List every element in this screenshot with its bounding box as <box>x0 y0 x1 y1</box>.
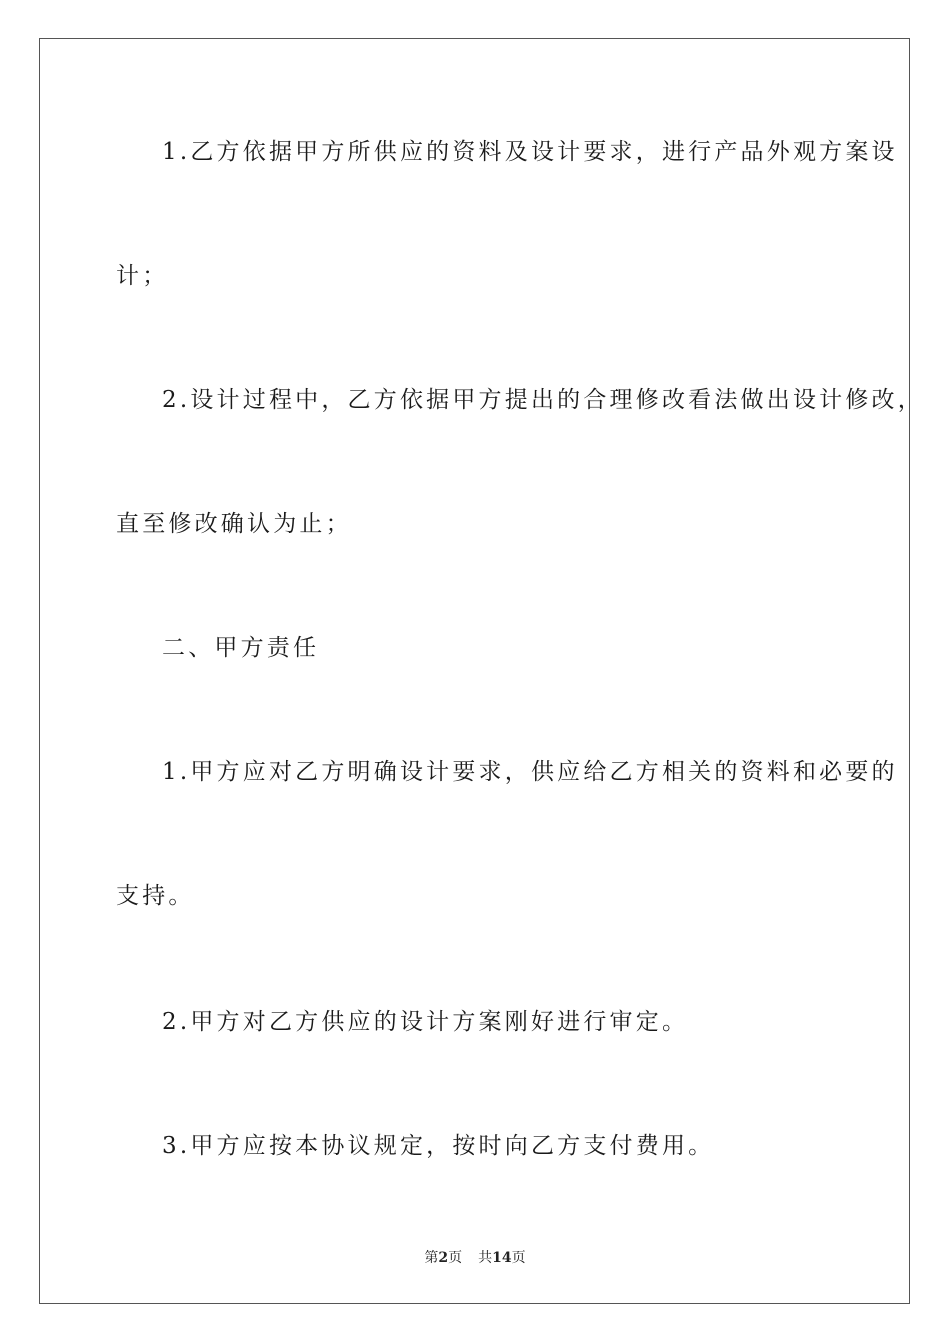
footer-page-prefix: 第 <box>424 1250 439 1266</box>
paragraph-line: 1.甲方应对乙方明确设计要求，供应给乙方相关的资料和必要的 <box>162 759 898 785</box>
paragraph-line: 支持。 <box>116 883 195 909</box>
footer-page-suffix: 页 <box>448 1250 463 1266</box>
footer-total-prefix: 共 <box>478 1250 493 1266</box>
section-heading: 二、甲方责任 <box>162 635 320 661</box>
paragraph-line: 2.设计过程中，乙方依据甲方提出的合理修改看法做出设计修改， <box>162 387 924 413</box>
footer-total-pages: 14 <box>492 1250 512 1266</box>
paragraph-line: 2.甲方对乙方供应的设计方案刚好进行审定。 <box>162 1009 689 1035</box>
page-footer <box>0 1247 950 1267</box>
paragraph-line: 3.甲方应按本协议规定，按时向乙方支付费用。 <box>162 1133 715 1159</box>
page-frame <box>39 38 910 1304</box>
footer-total-suffix: 页 <box>511 1250 526 1266</box>
paragraph-line: 直至修改确认为止； <box>116 511 352 537</box>
footer-page-number: 2 <box>438 1250 449 1266</box>
paragraph-line: 计； <box>116 263 169 289</box>
paragraph-line: 1.乙方依据甲方所供应的资料及设计要求，进行产品外观方案设 <box>162 139 898 165</box>
